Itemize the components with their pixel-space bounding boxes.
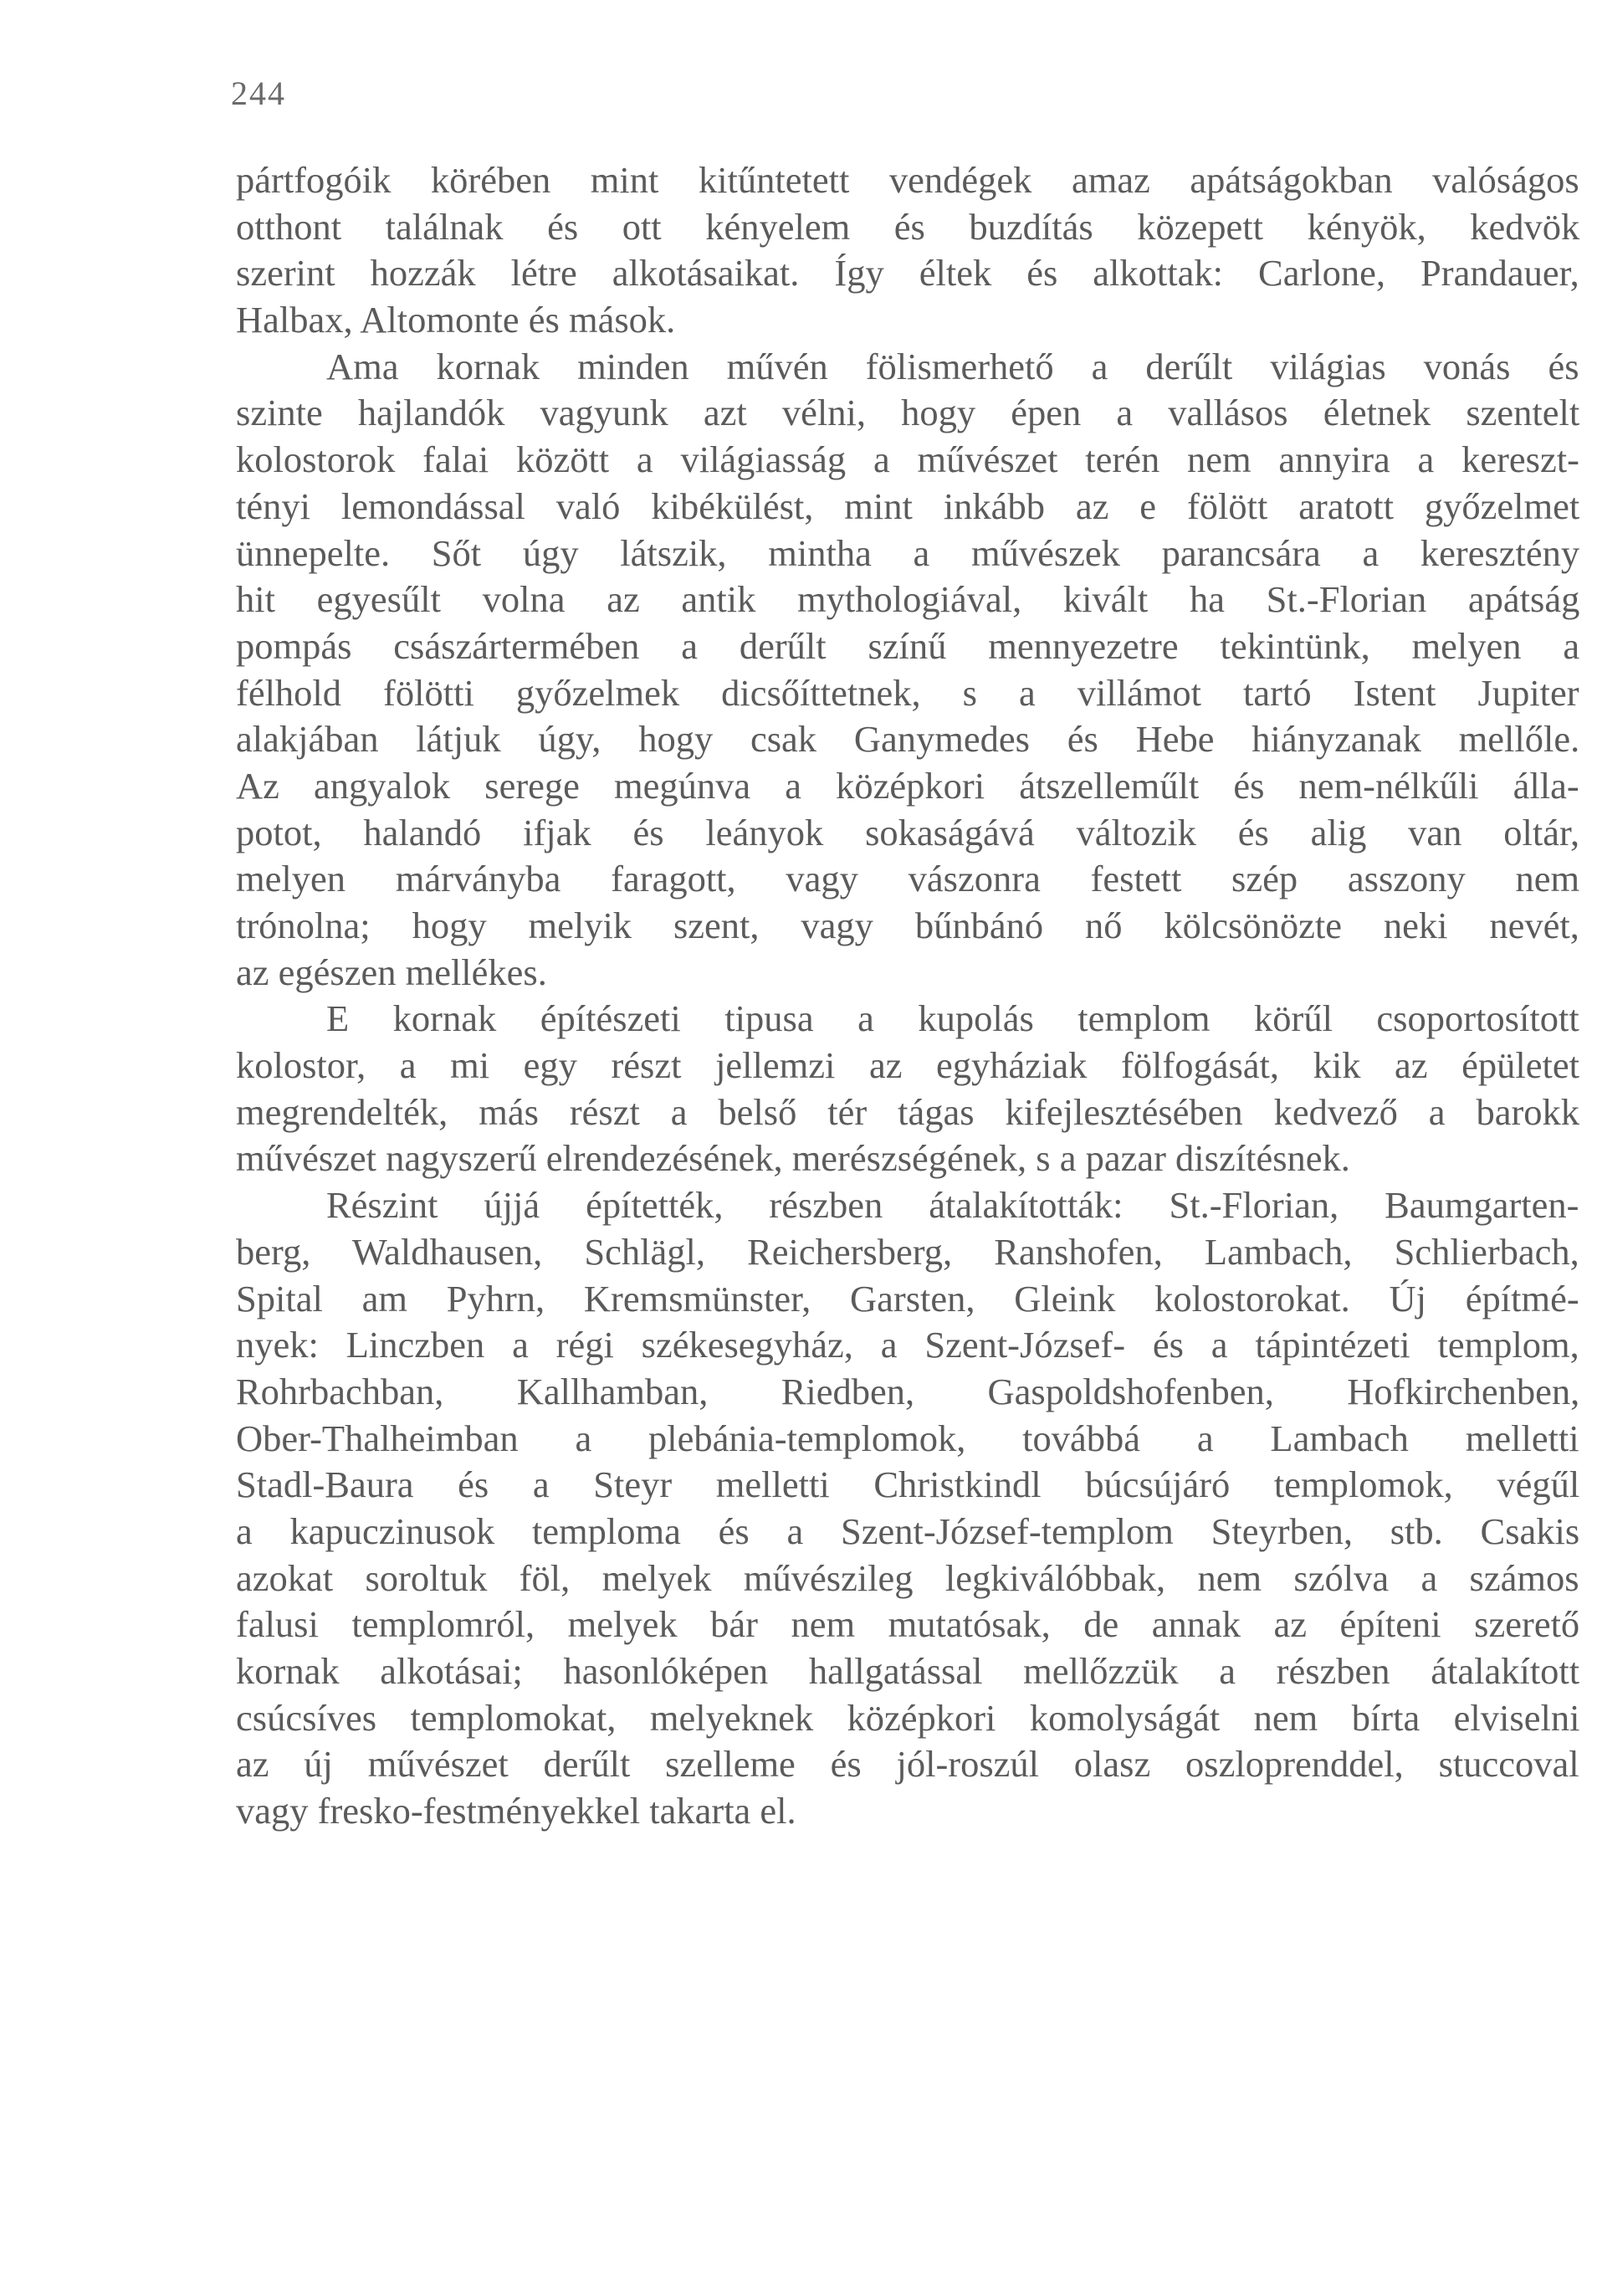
text-line: művészet nagyszerű elrendezésének, merészségének, s a pazar diszítésnek.	[236, 1137, 1350, 1180]
text-line: a kapuczinusok temploma és a Szent-József-templom Steyrben, stb. Csakis	[236, 1509, 1580, 1552]
text-line: berg, Waldhausen, Schlägl, Reichersberg, Ranshofen, Lambach, Schlierbach,	[236, 1230, 1579, 1273]
text-line: hit egyesűlt volna az antik mythologiával, kivált ha St.-Florian apátság	[236, 578, 1580, 621]
text-line: Részint újjá építették, részben átalakították: St.-Florian, Baumgarten-	[326, 1184, 1579, 1227]
text-line: szerint hozzák létre alkotásaikat. Így éltek és alkottak: Carlone, Prandauer,	[236, 252, 1579, 295]
text-line: otthont találnak és ott kényelem és buzdítás közepett kényök, kedvök	[236, 205, 1580, 248]
text-line: megrendelték, más részt a belső tér tágas kifejlesztésében kedvező a barokk	[236, 1090, 1580, 1133]
text-line: pompás császártermében a derűlt színű mennyezetre tekintünk, melyen a	[236, 624, 1580, 667]
body-text	[236, 157, 1579, 1835]
text-line: Ama kornak minden művén fölismerhető a derűlt világias vonás és	[326, 345, 1579, 387]
text-line: Halbax, Altomonte és mások.	[236, 299, 676, 341]
text-line: azokat soroltuk föl, melyek művészileg legkiválóbbak, nem szólva a számos	[236, 1556, 1579, 1599]
text-line: félhold fölötti győzelmek dicsőíttetnek, s a villámot tartó Istent Jupiter	[236, 671, 1579, 714]
text-line: kolostor, a mi egy részt jellemzi az egyháziak fölfogását, kik az épületet	[236, 1044, 1579, 1087]
text-line: alakjában látjuk úgy, hogy csak Ganymedes és Hebe hiányzanak mellőle.	[236, 718, 1580, 761]
text-line: Az angyalok serege megúnva a középkori átszelleműlt és nem-nélkűli álla-	[236, 764, 1579, 807]
text-line: pártfogóik körében mint kitűntetett vendégek amaz apátságokban valóságos	[236, 159, 1579, 201]
text-line: E kornak építészeti tipusa a kupolás templom körűl csoportosított	[326, 997, 1579, 1040]
text-line: tényi lemondással való kibékülést, mint inkább az e fölött aratott győzelmet	[236, 484, 1580, 527]
text-line: kolostorok falai között a világiasság a művészet terén nem annyira a kereszt-	[236, 438, 1579, 481]
text-line: ünnepelte. Sőt úgy látszik, mintha a művészek parancsára a keresztény	[236, 531, 1580, 574]
text-line: Stadl-Baura és a Steyr melletti Christkindl búcsújáró templomok, végűl	[236, 1463, 1580, 1506]
text-line: nyek: Linczben a régi székesegyház, a Szent-József- és a tápintézeti templom,	[236, 1324, 1579, 1366]
text-line: az új művészet derűlt szelleme és jól-roszúl olasz oszloprenddel, stuccoval	[236, 1743, 1579, 1786]
text-line: Rohrbachban, Kallhamban, Riedben, Gaspoldshofenben, Hofkirchenben,	[236, 1370, 1580, 1412]
text-line: potot, halandó ifjak és leányok sokaságává változik és alig van oltár,	[236, 811, 1580, 853]
text-line: szinte hajlandók vagyunk azt vélni, hogy épen a vallásos életnek szentelt	[236, 392, 1580, 434]
text-line: melyen márványba faragott, vagy vászonra festett szép asszony nem	[236, 858, 1580, 900]
text-line: kornak alkotásai; hasonlóképen hallgatással mellőzzük a részben átalakított	[236, 1650, 1580, 1692]
text-line: vagy fresko-festményekkel takarta el.	[236, 1790, 796, 1832]
text-line: az egészen mellékes.	[236, 951, 547, 993]
page-number: 244	[231, 74, 286, 112]
text-line: falusi templomról, melyek bár nem mutatósak, de annak az építeni szerető	[236, 1603, 1580, 1646]
text-line: Ober-Thalheimban a plebánia-templomok, továbbá a Lambach melletti	[236, 1417, 1579, 1459]
text-line: Spital am Pyhrn, Kremsmünster, Garsten, Gleink kolostorokat. Új építmé-	[236, 1277, 1579, 1320]
text-line: trónolna; hogy melyik szent, vagy bűnbánó nő kölcsönözte neki nevét,	[236, 905, 1579, 946]
text-line: csúcsíves templomokat, melyeknek középkori komolyságát nem bírta elviselni	[236, 1696, 1580, 1739]
